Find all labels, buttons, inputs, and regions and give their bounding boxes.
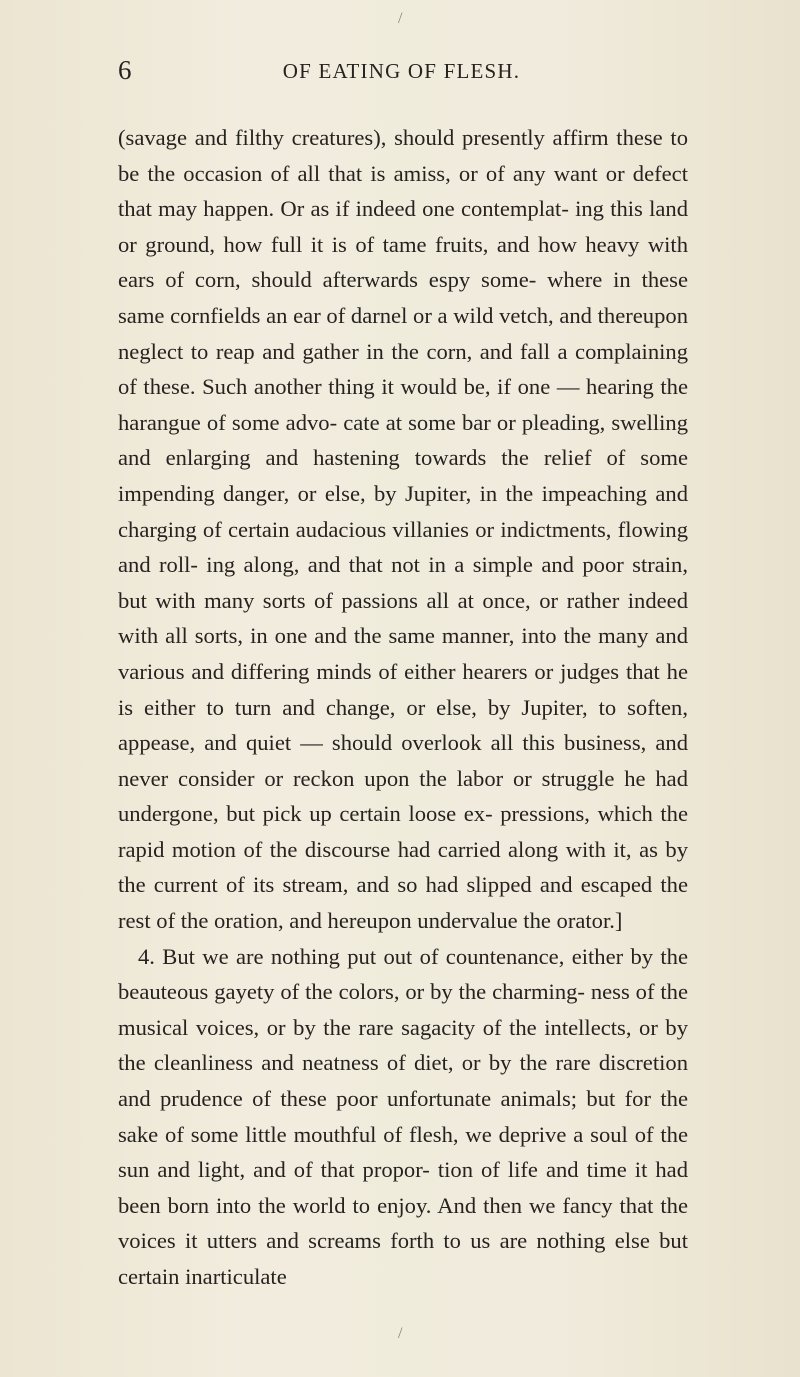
print-speck: / [398, 10, 403, 27]
page-number: 6 [118, 55, 132, 85]
running-head [118, 55, 685, 85]
running-title: OF EATING OF FLESH. [282, 59, 521, 83]
print-speck: / [398, 1325, 403, 1342]
paragraph-2: 4. But we are nothing put out of countenance, either by the beauteous gayety of the colors, or by the charming- ness of the musical voices, or by the rare sagacity of the intellects, or by the cleanliness and neatness of diet, or by the rare discretion and prudence of these poor unfortunate animals; but for the sake of some little mouthful of flesh, we deprive a soul of the sun and light, and of that propor- tion of life and time it had been born into the world to enjoy. And then we fancy that the voices it utters and screams forth to us are nothing else but certain inarticulate [118, 943, 688, 1289]
paragraph-1: (savage and filthy creatures), should presently affirm these to be the occasion of all that is amiss, or of any want or defect that may happen. Or as if indeed one contemplat- ing this land or ground, how full it is of tame fruits, and how heavy with ears of corn, should afterwards espy some- where in these same cornfields an ear of darnel or a wild vetch, and thereupon neglect to reap and gather in the corn, and fall a complaining of these. Such another thing it would be, if one — hearing the harangue of some advo- cate at some bar or pleading, swelling and enlarging and hastening towards the relief of some impending danger, or else, by Jupiter, in the impeaching and charging of certain audacious villanies or indictments, flowing and roll- ing along, and that not in a simple and poor strain, but with many sorts of passions all at once, or rather indeed with all sorts, in one and the same manner, into the many and various and differing minds of either hearers or judges that he is either to turn and change, or else, by Jupiter, to soften, appease, and quiet — should overlook all this business, and never consider or reckon upon the labor or struggle he had undergone, but pick up certain loose ex- pressions, which the rapid motion of the discourse had carried along with it, as by the current of its stream, and so had slipped and escaped the rest of the oration, and hereupon undervalue the orator.] [118, 125, 688, 934]
body-text [118, 120, 688, 1295]
